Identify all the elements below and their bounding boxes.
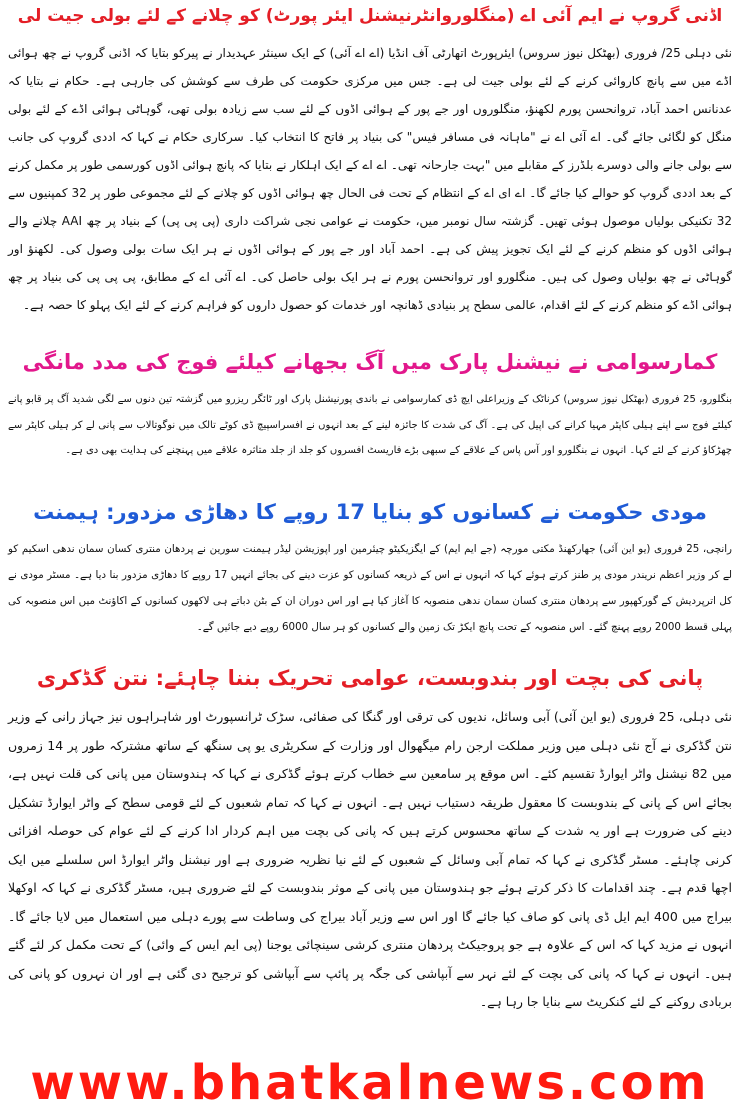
site-footer-link[interactable]: www.bhatkalnews.com: [30, 1055, 710, 1111]
article-hemant-farmers: [8, 500, 732, 640]
article-kumaraswamy-fire: [8, 350, 732, 485]
article-body: بنگلورو، 25 فروری (بھٹکل نیوز سروس) کرناٹک کے وزیراعلی ایچ ڈی کمارسوامی نے باندی پورنیشنل پارک اور ٹائگر ریزرو میں گزشتہ تین دنوں سے لگی شدید آگ پر قابو پانے کیلئے فوج سے اپنے ہیلی کاپٹر مہیا کرانے کی اپیل کی ہے۔ آگ کی شدت کا جائزہ لینے کے بعد انہوں نے افسراسپیچ ڈی کوٹے تالک میں نوگوتالاب سے پانی لے کر ہیلی کاپٹر سے چھڑکاؤ کرنے کے لئے کہا۔ انہوں نے بنگلورو اور آس پاس کے علاقے کے سبھی بڑے فاریسٹ افسروں کو جلد از جلد متاثرہ علاقے میں پہنچنے کی ہدایت بھی دی ہے۔: [8, 394, 732, 457]
article-headline: مودی حکومت نے کسانوں کو بنایا 17 روپے کا دھاڑی مزدور: ہیمنت: [33, 500, 707, 524]
article-body: نئی دہلی 25/ فروری (بھٹکل نیوز سروس) ایئرپورٹ اتھارٹی آف انڈیا (اے اے آئی) کے ایک سینئر عہدیدار نے پیرکو بتایا کہ اڈنی گروپ نے چھ ہوائی اڈے میں سے پانچ کاروائی کرنے کے لئے بولی جیت لی ہے۔ جس میں مرکزی حکومت کی طرف سے کوشش کی جارہی ہے۔ حکام نے بتایا کہ عدنانس احمد آباد، تروانحسن پورم لکھنؤ، منگلوروں اور جے پور کے ہوائی اڈوں کے لئے سب سے زیادہ بولی تھی، گوہاٹی ہوائی اڈے کے لئے بولی منگل کو لگائی جائے گی۔ اے آئی اے نے "ماہانہ فی مسافر فیس" کی بنیاد پر فاتح کا انتخاب کیا۔ سرکاری حکام نے کہا کہ اددی گروپ کی جانب سے بولی جانے والی دوسرے بلڈرز کے مقابلے میں "بہت جارحانہ تھی۔ اے اے کے ایک اہلکار نے بتایا کہ پانچ ہوائی اڈوں کورسمی طور پر مکمل کرنے کے بعد اددی گروپ کو حوالے کیا جائے گا۔ اے ای اے کے انتظام کے تحت فی الحال چھ ہوائی اڈوں کو چلانے کے لئے مجموعی طور پر 32 کمپنیوں سے 32 تکنیکی بولیاں موصول ہوئی تھیں۔ گزشتہ سال نومبر میں، حکومت نے عوامی نجی شراکت داری (پی پی پی) کے بنیاد پر چھ AAI چلانے والے ہوائی اڈوں کو منظم کرنے کے لئے ایک تجویز پیش کی ہے۔ احمد آباد اور جے پور کے ہوائی اڈوں نے ہر ایک سات بولی وصول کی۔ لکھنؤ اور گوہاٹی نے چھ بولیاں وصول کی ہیں۔ منگلورو اور تروانحسن پورم نے ہر ایک بولی حاصل کی۔ اے آئی اے کے مطابق، پی پی پی کی بنیاد پر چھ ہوائی اڈے کو منظم کرنے کے لئے اقدام، عالمی سطح پر بنیادی ڈھانچہ اور خدمات کو حصول داروں کو فراہم کرنے کے لئے ایک پہلو کا حصہ ہے۔: [8, 46, 733, 312]
article-headline: پانی کی بچت اور بندوبست، عوامی تحریک بننا چاہئے: نتن گڈکری: [36, 666, 704, 690]
article-body: رانچی، 25 فروری (یو این آئی) جھارکھنڈ مکتی مورچہ (جے ایم ایم) کے ایگزیکیٹو چیئرمین اور اپوزیشن لیڈر ہیمنت سورین نے پردھان منتری کسان سمان ندھی اسکیم کو لے کر وزیر اعظم نریندر مودی پر طنز کرتے ہوئے کہا کہ انہوں نے اس کے ذریعہ کسانوں کو عزت دینے کی بجائے انہیں 17 روپے کا دھاڑی مزدور بنا دیا ہے۔ مسٹر مودی نے کل اترپردیش کے گورکھپور سے پردھان منتری کسان سمان ندھی منصوبہ کا آغاز کیا ہے اور اس دوران ان کے بٹن دباتے ہی لاکھوں کسانوں کے اکاؤنٹ میں اس منصوبہ کی پہلی قسط 2000 روپے پہنچ گئے۔ اس منصوبہ کے تحت پانچ ایکڑ تک زمین والے کسانوں کو ہر سال 6000 روپے دیے جائیں گے۔: [8, 543, 733, 633]
article-headline: اڈنی گروپ نے ایم آئی اے (منگلوروانٹرنیشنل ایئر پورٹ) کو چلانے کے لئے بولی جیت لی: [17, 6, 723, 26]
article-headline: کمارسوامی نے نیشنل پارک میں آگ بجھانے کیلئے فوج کی مدد مانگی: [22, 350, 718, 374]
article-adani-airports: [8, 6, 732, 342]
article-gadkari-water: [8, 666, 732, 1036]
article-body: نئی دہلی، 25 فروری (یو این آئی) آبی وسائل، ندیوں کی ترقی اور گنگا کی صفائی، سڑک ٹرانسپورٹ اور شاہراہوں نیز جہاز رانی کے وزیر نتن گڈکری نے آج نئی دہلی میں وزیر مملکت ارجن رام میگھوال اور وزارت کے سکریٹری یو پی سنگھ کے ساتھ مشترکہ طور پر 14 زمروں میں 82 نیشنل واٹر ایوارڈ تقسیم کئے۔ اس موقع پر سامعین سے خطاب کرتے ہوئے گڈکری نے کہا کہ ہندوستان میں پانی کی قلت نہیں ہے، بجائے اس کے پانی کے بندوبست کا معقول طریقہ دستیاب نہیں ہے۔ انہوں نے کہا کہ تمام شعبوں کے لئے قومی سطح کے واٹر ایوارڈ تشکیل دینے کی ضرورت ہے اور یہ شدت کے ساتھ محسوس کرتے ہیں کہ پانی کی بچت میں اہم کردار ادا کرنے کے لئے عوام کی حوصلہ افزائی کرنی چاہئے۔ مسٹر گڈکری نے کہا کہ تمام آبی وسائل کے شعبوں کے لئے نیا نظریہ ضروری ہے اور نیشنل واٹر ایوارڈ اس سلسلے میں ایک اچھا قدم ہے۔ چند اقدامات کا ذکر کرتے ہوئے جو ہندوستان میں پانی کے موثر بندوبست کے لئے ضروری ہیں، مسٹر گڈکری نے کہا کہ اوکھلا بیراج میں 400 ایم ایل ڈی پانی کو صاف کیا جائے گا اور اس سے وزیر آباد بیراج کی وساطت سے پورے دہلی میں استعمال میں لایا جائے گا۔ انہوں نے مزید کہا کہ اس کے علاوہ ہے جو پروجیکٹ پردھان منتری کرشی سینچائی یوجنا (پی ایم ایس کے وائی) کے تحت مکمل کر لئے گئے ہیں۔ انہوں نے کہا کہ پانی کی بچت کے لئے نہر سے آبپاشی کی جگہ پر پائپ سے آبپاشی کو ترجیح دی گئی ہے اور ان نہروں کو پانی کی بربادی روکنے کے لئے کنکریٹ سے بنایا جا رہا ہے۔: [8, 709, 732, 1010]
